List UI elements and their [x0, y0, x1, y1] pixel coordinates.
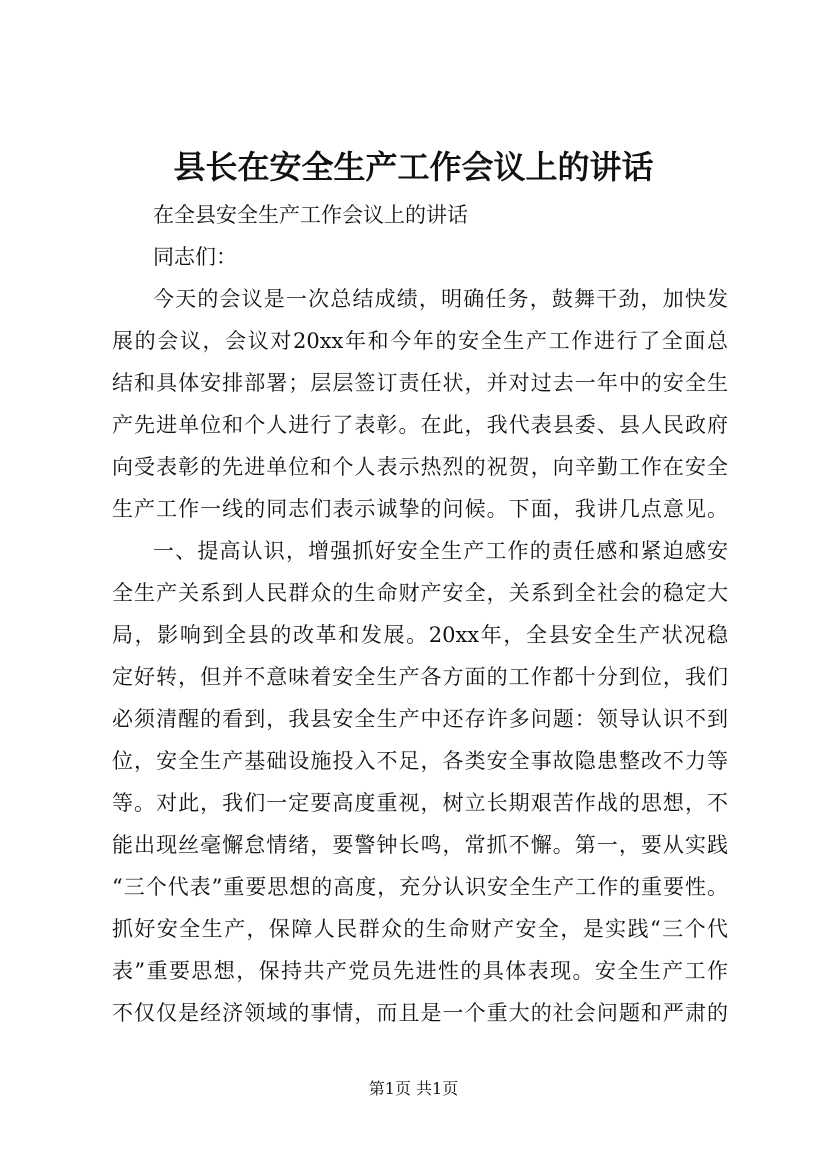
paragraph-line: 向受表彰的先进单位和个人表示热烈的祝贺，向辛勤工作在安全	[112, 455, 728, 479]
paragraph-line: 生产工作一线的同志们表示诚挚的问候。下面，我讲几点意见。	[112, 497, 728, 521]
salutation: 同志们：	[153, 245, 237, 269]
document-subtitle: 在全县安全生产工作会议上的讲话	[153, 203, 468, 227]
paragraph-line: 能出现丝毫懈怠情绪，要警钟长鸣，常抓不懈。第一，要从实践	[112, 833, 728, 857]
paragraph-line: 结和具体安排部署；层层签订责任状，并对过去一年中的安全生	[112, 371, 728, 395]
paragraph-line: 展的会议，会议对20xx年和今年的安全生产工作进行了全面总	[112, 329, 728, 353]
page-footer: 第1页 共1页	[368, 1079, 459, 1098]
paragraph-line: 一、提高认识，增强抓好安全生产工作的责任感和紧迫感安	[153, 539, 728, 563]
paragraph-line: 不仅仅是经济领域的事情，而且是一个重大的社会问题和严肃的	[112, 1001, 728, 1025]
paragraph-line: 全生产关系到人民群众的生命财产安全，关系到全社会的稳定大	[112, 581, 728, 605]
document-title: 县长在安全生产工作会议上的讲话	[173, 148, 654, 186]
paragraph-line: 等。对此，我们一定要高度重视，树立长期艰苦作战的思想，不	[112, 791, 728, 815]
paragraph-line: 必须清醒的看到，我县安全生产中还存许多问题：领导认识不到	[112, 707, 728, 731]
paragraph-line: 抓好安全生产，保障人民群众的生命财产安全，是实践“三个代	[112, 917, 728, 941]
paragraph-line: 位，安全生产基础设施投入不足，各类安全事故隐患整改不力等	[112, 749, 728, 773]
paragraph-line: 定好转，但并不意味着安全生产各方面的工作都十分到位，我们	[112, 665, 728, 689]
paragraph-line: 表”重要思想，保持共产党员先进性的具体表现。安全生产工作	[112, 959, 728, 983]
paragraph-line: 今天的会议是一次总结成绩，明确任务，鼓舞干劲，加快发	[153, 287, 728, 311]
paragraph-line: “三个代表”重要思想的高度，充分认识安全生产工作的重要性。	[112, 875, 728, 899]
paragraph-line: 局，影响到全县的改革和发展。20xx年，全县安全生产状况稳	[112, 623, 728, 647]
paragraph-line: 产先进单位和个人进行了表彰。在此，我代表县委、县人民政府	[112, 413, 728, 437]
